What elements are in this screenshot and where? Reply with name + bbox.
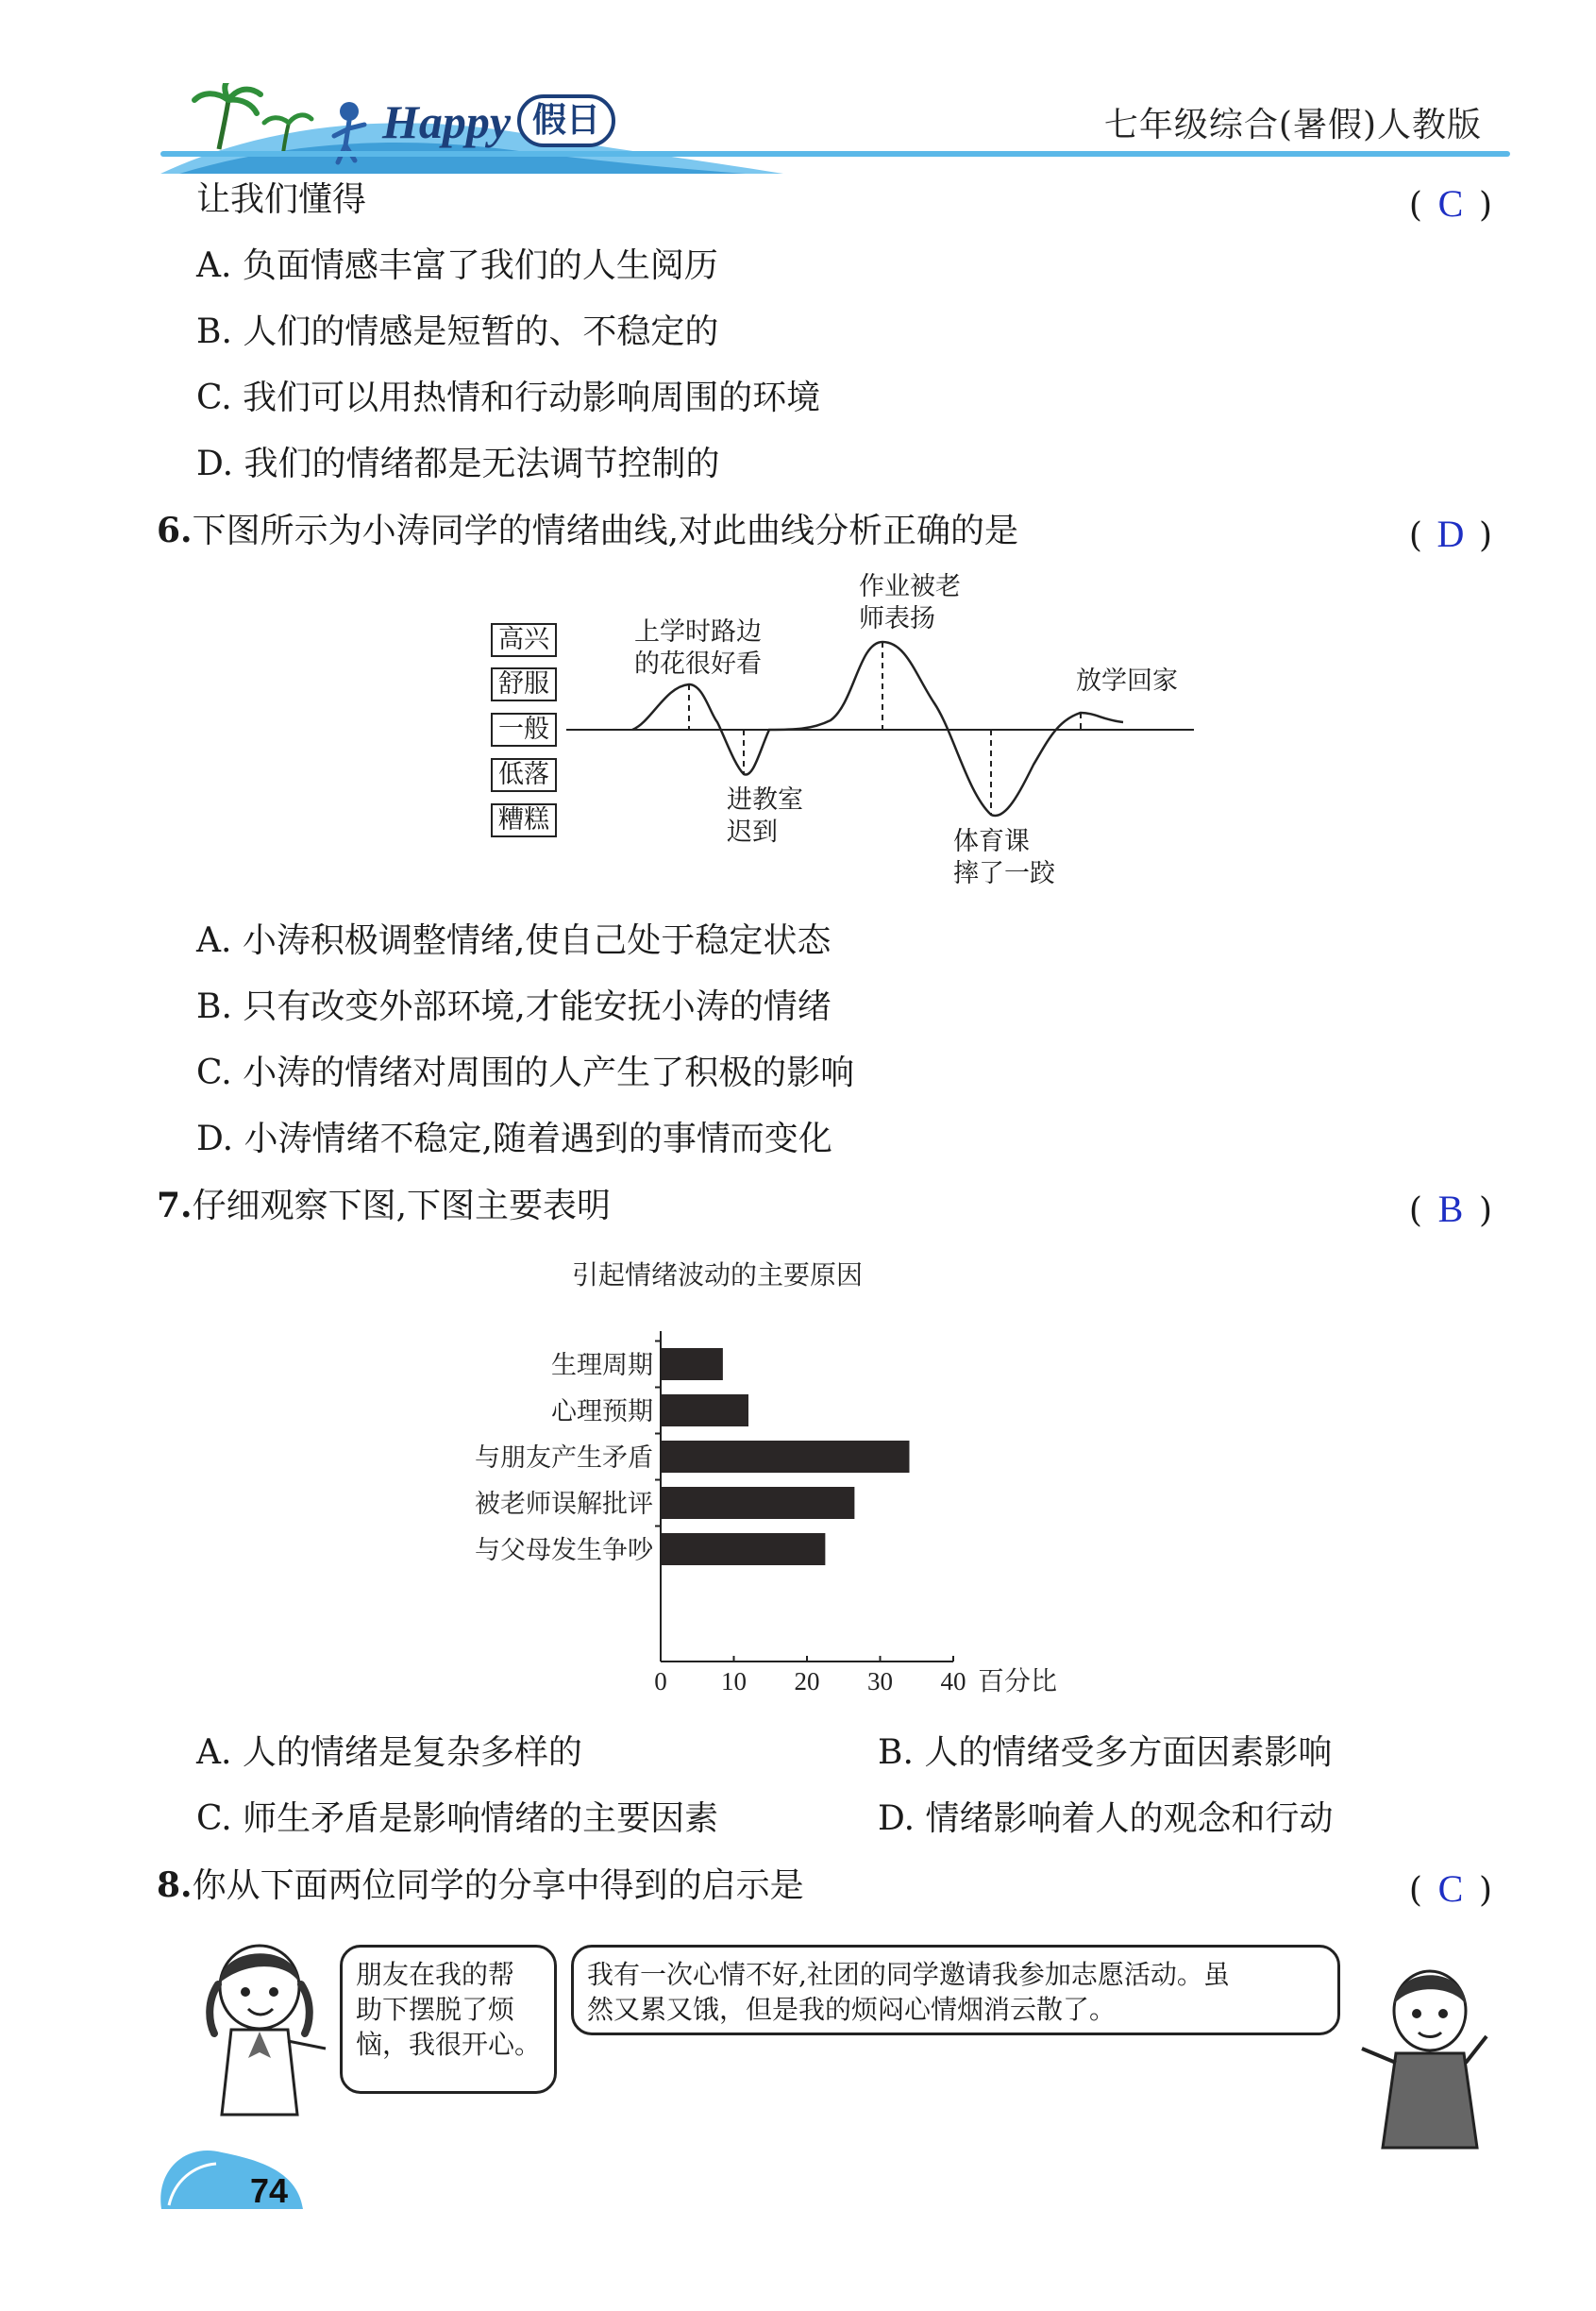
bar-5 [661,1533,825,1565]
chart-title: 引起情绪波动的主要原因 [571,1259,864,1290]
x-tick-label-20: 20 [794,1667,820,1695]
q5-answer: ( C ) [1408,182,1492,225]
emotion-curve-figure [491,571,1208,902]
q5-option-a: A. 负面情感丰富了我们的人生阅历 [196,246,718,285]
event-label-fall: 体育课 摔了一跤 [953,827,1055,888]
q7-option-b: B. 人的情绪受多方面因素影响 [878,1733,1333,1772]
q5-option-c: C. 我们可以用热情和行动影响周围的环境 [196,379,821,417]
event-label-home: 放学回家 [1076,666,1178,696]
q8-number: 8. [157,1865,193,1905]
q5-answer-letter: C [1437,182,1464,225]
cause-bar-chart [444,1246,1274,1718]
x-tick-label-40: 40 [940,1667,966,1695]
level-label-happy: 高兴 [491,623,557,657]
q6-answer-letter: D [1436,513,1465,555]
q8-answer: ( C ) [1408,1867,1492,1910]
level-label-bad: 糟糕 [491,803,557,837]
bar-4 [661,1487,854,1519]
bar-2 [661,1394,748,1426]
q7-stem-text: 仔细观察下图,下图主要表明 [192,1187,612,1225]
q5-option-b: B. 人们的情感是短暂的、不稳定的 [196,312,719,351]
bar-1 [661,1348,723,1380]
category-label-3: 与朋友产生矛盾 [475,1443,653,1473]
q7-option-a: A. 人的情绪是复杂多样的 [196,1733,582,1772]
bar-chart-svg [444,1246,1274,1718]
q6-stem [157,510,1018,552]
category-label-1: 生理周期 [551,1351,653,1380]
emotion-curve-svg [491,571,1208,902]
level-label-comfortable: 舒服 [491,667,557,701]
boy-speech-bubble: 我有一次心情不好,社团的同学邀请我参加志愿活动。虽 然又累又饿，但是我的烦闷心情烟消云散了。 [571,1945,1340,2035]
q6-option-b: B. 只有改变外部环境,才能安抚小涛的情绪 [196,987,832,1026]
category-label-4: 被老师误解批评 [475,1490,653,1519]
page-header [151,57,1510,170]
category-label-2: 心理预期 [551,1397,653,1426]
page-number: 74 [250,2171,289,2210]
q8-answer-letter: C [1437,1867,1464,1910]
event-label-late: 进教室 迟到 [727,785,803,847]
header-divider [160,151,1510,157]
q6-answer: ( D ) [1408,513,1492,555]
q7-answer-letter: B [1437,1188,1464,1230]
q6-number: 6. [157,511,193,550]
level-label-low: 低落 [491,758,557,792]
brand-logo-badge: 假日 [517,94,615,147]
q5-option-d: D. 我们的情绪都是无法调节控制的 [196,445,720,483]
girl-speech-bubble: 朋友在我的帮 助下摆脱了烦 恼，我很开心。 [340,1945,557,2094]
x-tick-label-30: 30 [867,1667,893,1695]
q5-stem-tail: 让我们懂得 [196,180,367,219]
q7-number: 7. [157,1186,193,1225]
q6-option-c: C. 小涛的情绪对周围的人产生了积极的影响 [196,1054,855,1092]
level-label-neutral: 一般 [491,713,557,747]
q6-stem-text: 下图所示为小涛同学的情绪曲线,对此曲线分析正确的是 [192,512,1019,550]
x-tick-label-10: 10 [721,1667,747,1695]
book-title: 七年级综合(暑假)人教版 [1103,106,1482,144]
x-tick-label-0: 0 [654,1667,667,1695]
event-label-flowers: 上学时路边 的花很好看 [634,617,762,679]
x-axis-label: 百分比 [978,1665,1058,1696]
q8-stem-text: 你从下面两位同学的分享中得到的启示是 [192,1866,804,1905]
boy-student-illustration [1354,1959,1505,2157]
q7-option-d: D. 情绪影响着人的观念和行动 [878,1799,1334,1838]
q7-option-c: C. 师生矛盾是影响情绪的主要因素 [196,1799,719,1838]
q8-stem [157,1864,804,1907]
q7-stem [157,1185,611,1227]
event-label-praised: 作业被老 师表扬 [859,572,961,633]
bar-3 [661,1441,910,1473]
girl-student-illustration [193,1935,335,2134]
category-label-5: 与父母发生争吵 [475,1536,653,1565]
q7-answer: ( B ) [1408,1188,1492,1230]
q6-option-d: D. 小涛情绪不稳定,随着遇到的事情而变化 [196,1120,832,1158]
q6-option-a: A. 小涛积极调整情绪,使自己处于稳定状态 [196,921,832,960]
brand-logo-text: Happy [382,95,512,148]
